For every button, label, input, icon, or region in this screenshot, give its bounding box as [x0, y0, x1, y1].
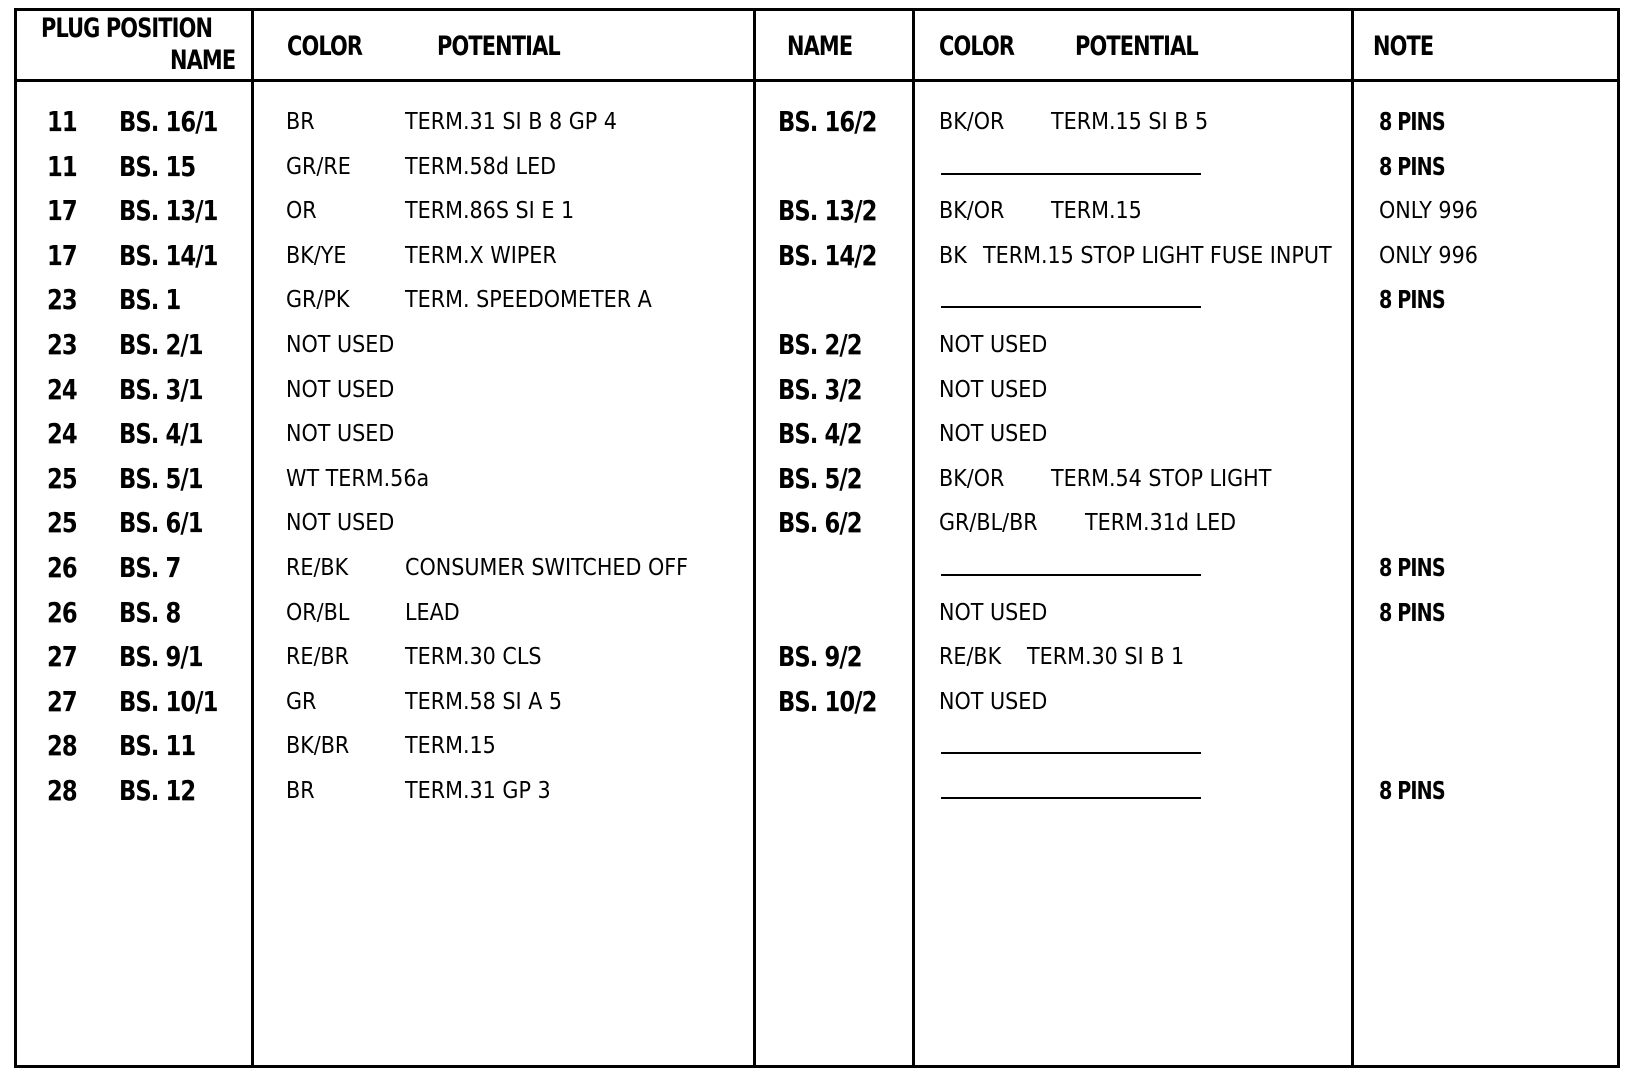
plug-position: 25	[47, 461, 77, 495]
color-right: NOT USED	[939, 599, 1048, 626]
table-row	[17, 367, 1617, 413]
plug-name-right: BS. 9/2	[778, 640, 862, 674]
plug-name-left: BS. 16/1	[119, 105, 218, 138]
plug-name-left: BS. 13/1	[119, 194, 218, 228]
plug-name-right: BS. 5/2	[778, 461, 862, 495]
empty-entry-line	[941, 752, 1201, 754]
note: 8 PINS	[1379, 151, 1445, 181]
table-row	[17, 679, 1617, 725]
potential-right: TERM.15 SI B 5	[1051, 109, 1209, 135]
potential-right: TERM.31d LED	[1085, 510, 1237, 537]
color-left: GR	[286, 688, 317, 715]
plug-position: 23	[47, 283, 77, 317]
plug-name-right: BS. 16/2	[778, 105, 877, 138]
potential-left: TERM.58 SI A 5	[405, 688, 563, 715]
plug-position: 28	[47, 774, 77, 807]
color-right: BK	[939, 242, 967, 269]
header-potential-right: POTENTIAL	[1075, 31, 1198, 62]
color-left: BK/YE	[286, 242, 347, 269]
note: ONLY 996	[1379, 242, 1478, 269]
header-note: NOTE	[1373, 31, 1434, 62]
color-right: BK/OR	[939, 465, 1005, 492]
header-potential-left: POTENTIAL	[437, 31, 560, 62]
table-row	[17, 723, 1617, 769]
color-left: OR/BL	[286, 599, 350, 626]
plug-position: 27	[47, 640, 77, 674]
table-row	[17, 545, 1617, 591]
table-row	[17, 634, 1617, 680]
color-right: BK/OR	[939, 109, 1005, 135]
potential-left: TERM. SPEEDOMETER A	[405, 287, 652, 314]
color-left: BR	[286, 778, 315, 804]
table-row	[17, 144, 1617, 190]
plug-name-left: BS. 10/1	[119, 684, 218, 718]
plug-name-left: BS. 7	[119, 551, 181, 584]
plug-name-right: BS. 2/2	[778, 328, 862, 361]
potential-left: LEAD	[405, 599, 460, 626]
table-row	[17, 456, 1617, 502]
potential-left: TERM.30 CLS	[405, 644, 542, 671]
potential-right: TERM.15	[1051, 198, 1142, 225]
plug-name-left: BS. 5/1	[119, 461, 203, 495]
potential-left: TERM.X WIPER	[405, 242, 557, 269]
table-row	[17, 411, 1617, 457]
plug-position: 17	[47, 238, 77, 272]
potential-left: TERM.31 SI B 8 GP 4	[405, 109, 617, 135]
plug-position: 27	[47, 684, 77, 718]
header-name-left: NAME	[170, 45, 236, 76]
plug-position: 24	[47, 417, 77, 451]
color-right: NOT USED	[939, 688, 1048, 715]
plug-position: 24	[47, 372, 77, 406]
plug-name-right: BS. 10/2	[778, 684, 877, 718]
color-left: GR/RE	[286, 153, 351, 180]
color-left: NOT USED	[286, 421, 395, 448]
color-right: GR/BL/BR	[939, 510, 1038, 537]
plug-position: 17	[47, 194, 77, 228]
note: 8 PINS	[1379, 597, 1445, 627]
table-row	[17, 233, 1617, 279]
plug-position: 26	[47, 551, 77, 584]
plug-name-left: BS. 3/1	[119, 372, 203, 406]
color-left: GR/PK	[286, 287, 350, 314]
potential-left: TERM.15	[405, 733, 496, 760]
color-left: NOT USED	[286, 510, 395, 537]
color-right: NOT USED	[939, 332, 1048, 358]
plug-name-right: BS. 6/2	[778, 506, 862, 540]
potential-left: TERM.86S SI E 1	[405, 198, 575, 225]
color-left: NOT USED	[286, 332, 395, 358]
plug-name-left: BS. 2/1	[119, 328, 203, 361]
plug-name-left: BS. 9/1	[119, 640, 203, 674]
note: 8 PINS	[1379, 776, 1445, 805]
empty-entry-line	[941, 797, 1201, 799]
note: 8 PINS	[1379, 107, 1445, 136]
color-right: NOT USED	[939, 421, 1048, 448]
color-left: BK/BR	[286, 733, 350, 760]
empty-entry-line	[941, 574, 1201, 576]
plug-name-left: BS. 4/1	[119, 417, 203, 451]
plug-name-left: BS. 15	[119, 149, 196, 183]
table-row	[17, 768, 1617, 814]
plug-name-right: BS. 14/2	[778, 238, 877, 272]
color-left: WT TERM.56a	[286, 465, 430, 492]
empty-entry-line	[941, 306, 1201, 308]
header-divider	[17, 79, 1617, 82]
table-row	[17, 188, 1617, 234]
color-left: BR	[286, 109, 315, 135]
plug-position: 25	[47, 506, 77, 540]
potential-right: TERM.54 STOP LIGHT	[1051, 465, 1272, 492]
color-right: NOT USED	[939, 376, 1048, 403]
potential-left: TERM.58d LED	[405, 153, 557, 180]
table-row	[17, 277, 1617, 323]
plug-name-right: BS. 4/2	[778, 417, 862, 451]
plug-name-right: BS. 13/2	[778, 194, 877, 228]
header-plug-position: PLUG POSITION	[41, 13, 213, 44]
note: 8 PINS	[1379, 285, 1445, 315]
color-left: NOT USED	[286, 376, 395, 403]
plug-position: 23	[47, 328, 77, 361]
plug-name-left: BS. 8	[119, 595, 181, 629]
plug-name-left: BS. 1	[119, 283, 181, 317]
note: 8 PINS	[1379, 553, 1445, 582]
table-row	[17, 322, 1617, 368]
color-left: RE/BK	[286, 555, 349, 581]
table-row	[17, 590, 1617, 636]
potential-right: TERM.30 SI B 1	[1027, 644, 1185, 671]
table-row	[17, 500, 1617, 546]
plug-position: 26	[47, 595, 77, 629]
plug-position: 11	[47, 149, 77, 183]
plug-position: 28	[47, 729, 77, 763]
potential-left: CONSUMER SWITCHED OFF	[405, 555, 689, 581]
color-left: RE/BR	[286, 644, 349, 671]
header-color-right: COLOR	[939, 31, 1015, 62]
plug-name-left: BS. 12	[119, 774, 196, 807]
note: ONLY 996	[1379, 198, 1478, 225]
pin-assignment-table	[14, 8, 1620, 1068]
plug-position: 11	[47, 105, 77, 138]
plug-name-right: BS. 3/2	[778, 372, 862, 406]
header-name-right: NAME	[787, 31, 853, 62]
color-left: OR	[286, 198, 317, 225]
plug-name-left: BS. 14/1	[119, 238, 218, 272]
plug-name-left: BS. 11	[119, 729, 196, 763]
plug-name-left: BS. 6/1	[119, 506, 203, 540]
potential-left: TERM.31 GP 3	[405, 778, 551, 804]
color-right: BK/OR	[939, 198, 1005, 225]
header-color-left: COLOR	[287, 31, 363, 62]
potential-right: TERM.15 STOP LIGHT FUSE INPUT	[983, 242, 1332, 269]
color-right: RE/BK	[939, 644, 1002, 671]
table-row	[17, 99, 1617, 145]
empty-entry-line	[941, 173, 1201, 175]
